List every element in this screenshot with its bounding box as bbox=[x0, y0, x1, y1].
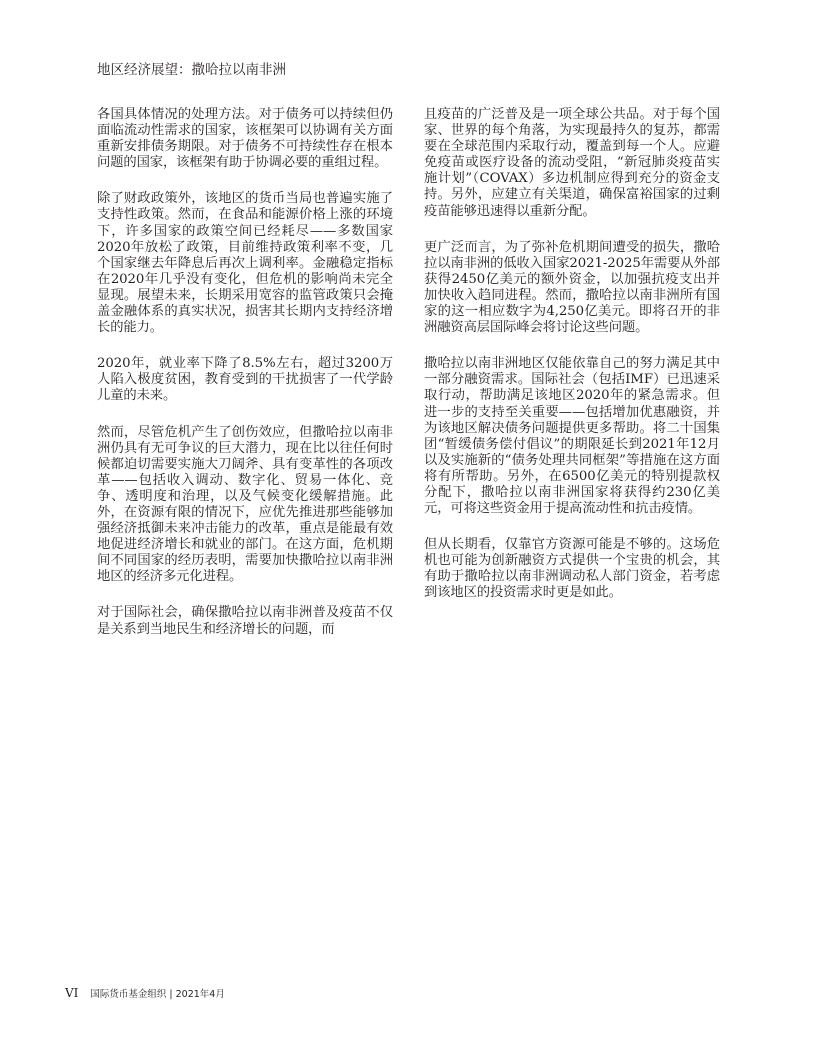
page-number: VI bbox=[65, 986, 79, 1000]
paragraph: 然而，尽管危机产生了创伤效应，但撒哈拉以南非洲仍具有无可争议的巨大潜力，现在比以往任何时候都迫切需要实施大刀阔斧、具有变革性的各项改革——包括收入调动、数字化、贸易一体化、竞争、透明度和治理，以及气候变化缓解措施。此外，在资源有限的情况下，应优先推进那些能够加强经济抵御未来冲击能力的改革，重点是能最有效地促进经济增长和就业的部门。在这方面，危机期间不同国家的经历表明，需要加快撒哈拉以南非洲地区的经济多元化进程。 bbox=[97, 424, 393, 585]
paragraph: 除了财政政策外，该地区的货币当局也普遍实施了支持性政策。然而，在食品和能源价格上涨的环境下，许多国家的政策空间已经耗尽——多数国家2020年放松了政策，目前维持政策利率不变，几个国家继去年降息后再次上调利率。金融稳定指标在2020年几乎没有变化，但危机的影响尚未完全显现。展望未来，长期采用宽容的监管政策只会掩盖金融体系的真实状况，损害其长期内支持经济增长的能力。 bbox=[97, 191, 393, 336]
paragraph: 各国具体情况的处理方法。对于债务可以持续但仍面临流动性需求的国家，该框架可以协调有关方面重新安排债务期限。对于债务不可持续性存在根本问题的国家，该框架有助于协调必要的重组过程。 bbox=[97, 107, 393, 171]
left-column bbox=[97, 107, 393, 658]
paragraph: 撒哈拉以南非洲地区仅能依靠自己的努力满足其中一部分融资需求。国际社会（包括IMF）已迅速采取行动，帮助满足该地区2020年的紧急需求。但进一步的支持至关重要——包括增加优惠融资，并为该地区解决债务问题提供更多帮助。将二十国集团“暂缓债务偿付倡议”的期限延长到2021年12月以及实施新的“债务处理共同框架”等措施在这方面将有所帮助。另外，在6500亿美元的特别提款权分配下，撒哈拉以南非洲国家将获得约230亿美元，可将这些资金用于提高流动性和抗击疫情。 bbox=[424, 356, 720, 517]
paragraph: 更广泛而言，为了弥补危机期间遭受的损失，撒哈拉以南非洲的低收入国家2021-2025年需要从外部获得2450亿美元的额外资金，以加强抗疫支出并加快收入趋同进程。然而，撒哈拉以南非洲所有国家的这一相应数字为4,250亿美元。即将召开的非洲融资高层国际峰会将讨论这些问题。 bbox=[424, 239, 720, 336]
footer-date: 2021年4月 bbox=[175, 989, 225, 1000]
running-header: 地区经济展望：撒哈拉以南非洲 bbox=[97, 62, 286, 78]
paragraph: 2020年，就业率下降了8.5%左右，超过3200万人陷入极度贫困，教育受到的干扰损害了一代学龄儿童的未来。 bbox=[97, 356, 393, 404]
paragraph: 对于国际社会，确保撒哈拉以南非洲普及疫苗不仅是关系到当地民生和经济增长的问题，而 bbox=[97, 605, 393, 637]
paragraph: 但从长期看，仅靠官方资源可能是不够的。这场危机也可能为创新融资方式提供一个宝贵的机会，其有助于撒哈拉以南非洲调动私人部门资金，若考虑到该地区的投资需求时更是如此。 bbox=[424, 537, 720, 601]
paragraph: 且疫苗的广泛普及是一项全球公共品。对于每个国家、世界的每个角落，为实现最持久的复苏，都需要在全球范围内采取行动，覆盖到每一个人。应避免疫苗或医疗设备的流动受阻，“新冠肺炎疫苗实施计划”（COVAX）多边机制应得到充分的资金支持。另外，应建立有关渠道，确保富裕国家的过剩疫苗能够迅速得以重新分配。 bbox=[424, 107, 720, 219]
right-column bbox=[424, 107, 720, 622]
footer-organization: 国际货币基金组织 bbox=[90, 989, 167, 1000]
page-footer bbox=[65, 986, 225, 1000]
footer-separator: | bbox=[169, 989, 173, 1000]
